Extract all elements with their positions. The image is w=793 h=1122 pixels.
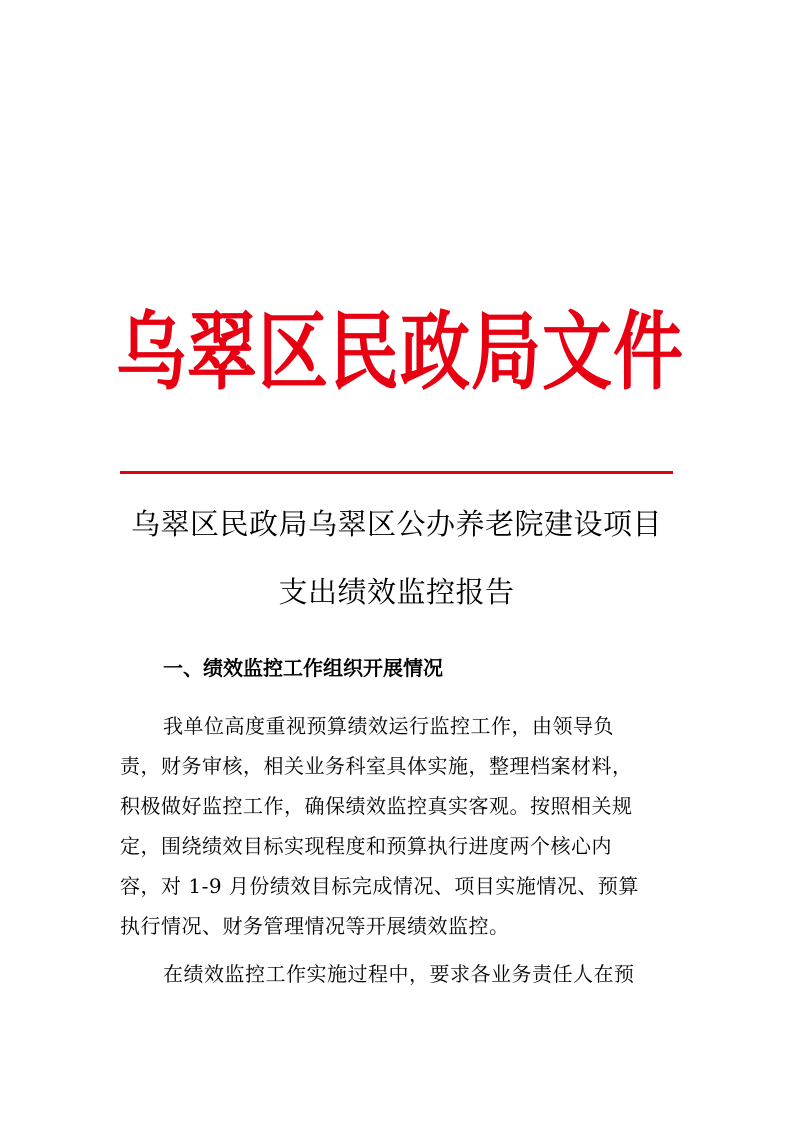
paragraph-1-line-2: 责，财务审核，相关业务科室具体实施，整理档案材料， <box>120 754 633 778</box>
paragraph-1-line-3: 积极做好监控工作，确保绩效监控真实客观。按照相关规 <box>120 794 633 818</box>
section-heading: 一、绩效监控工作组织开展情况 <box>163 656 443 680</box>
red-divider-rule <box>120 471 673 474</box>
paragraph-1-line-5: 容，对 1-9 月份绩效目标完成情况、项目实施情况、预算 <box>120 874 639 898</box>
document-title-line-2: 支出绩效监控报告 <box>278 575 515 609</box>
paragraph-1-line-6: 执行情况、财务管理情况等开展绩效监控。 <box>120 914 510 938</box>
masthead-title: 乌翠区民政局文件 <box>116 301 684 403</box>
document-title-line-1: 乌翠区民政局乌翠区公办养老院建设项目 <box>130 507 662 541</box>
paragraph-2-line-1: 在绩效监控工作实施过程中，要求各业务责任人在预 <box>163 962 635 986</box>
paragraph-1-line-1: 我单位高度重视预算绩效运行监控工作，由领导负 <box>163 714 614 738</box>
paragraph-1-line-4: 定，围绕绩效目标实现程度和预算执行进度两个核心内 <box>120 834 612 858</box>
